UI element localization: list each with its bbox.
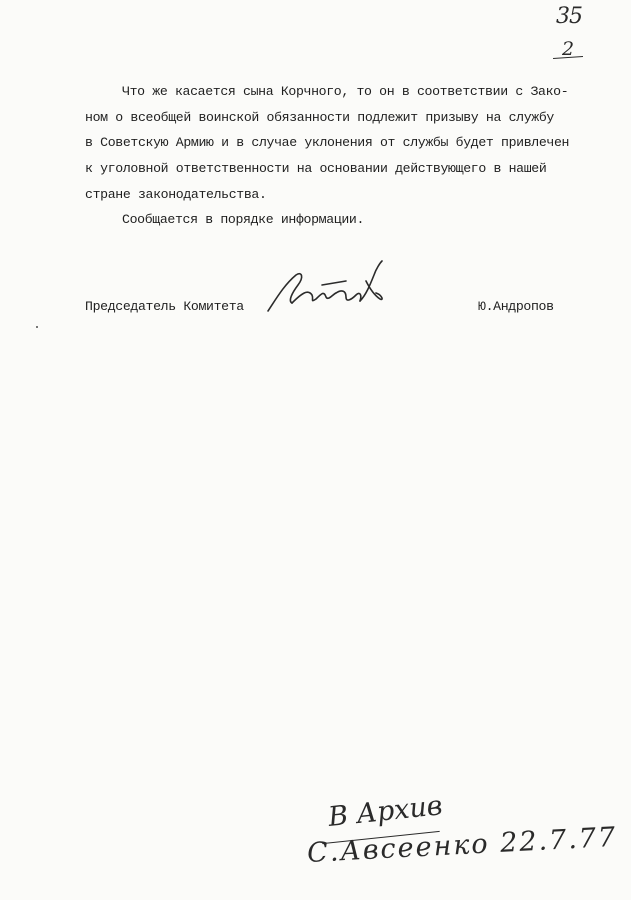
signatory-name: Ю.Андропов [478,299,554,314]
closing-line: Сообщается в порядке информации. [122,212,365,227]
body-line: ном о всеобщей воинской обязанности подлежит призыву на службу [85,110,554,125]
body-line: в Советскую Армию и в случае уклонения от службы будет привлечен [85,135,570,150]
signatory-title: Председатель Комитета [85,299,244,314]
body-line: Что же касается сына Корчного, то он в соответствии с Зако- [122,84,569,99]
scan-speck [36,326,38,328]
archive-note-line2: С.Авсеенко 22.7.77 [306,821,618,869]
archive-note-line1: В Архив [326,790,444,833]
signature-image [262,255,392,317]
body-line: к уголовной ответственности на основании действующего в нашей [85,161,547,176]
body-line: стране законодательства. [85,187,267,202]
page-number-current: 35 [556,4,582,29]
page-number-original: 2 [562,38,575,60]
